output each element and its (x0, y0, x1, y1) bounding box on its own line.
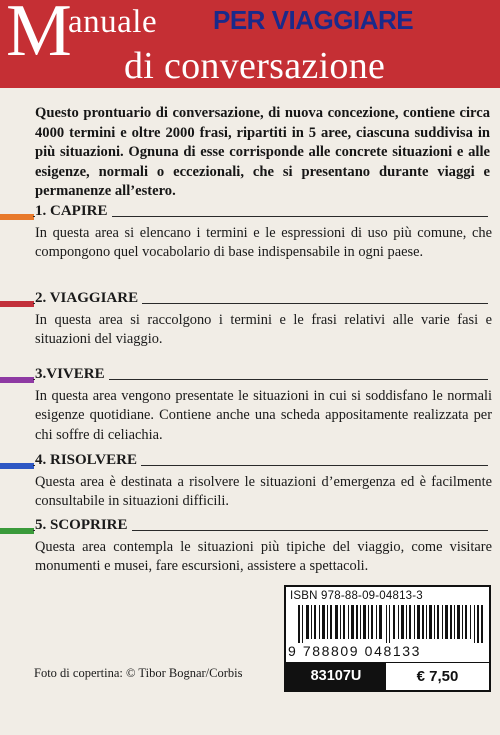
section-text: In questa area si raccolgono i termini e le frasi relativi alle varie fasi e situazioni del viaggio. (35, 312, 492, 348)
section-color-bar (0, 214, 34, 220)
section-title: 5. SCOPRIRE (35, 516, 132, 534)
intro-paragraph: Questo prontuario di conversazione, di nuova concezione, contiene circa 4000 termini e oltre 2000 frasi, ripartiti in 5 aree, ciascuna suddivisa in più situazioni. Ognuna di esse corrisponde alle concrete situazioni e alle esigenze, normali o eccezionali, che si presentano durante viaggi e permanenze all’estero. (35, 105, 490, 200)
product-code: 83107U (286, 662, 386, 690)
title-band (0, 0, 500, 88)
title-initial: M (6, 0, 72, 72)
title-line-2: di conversazione (124, 45, 386, 87)
section-color-bar (0, 377, 34, 383)
section-text: In questa area vengono presentate le situazioni in cui si soddisfano le normali esigenze quotidiane. Contiene anche una scheda appositamente realizzata per chi soffre di celiachia. (35, 388, 492, 443)
section-color-bar (0, 528, 34, 534)
isbn-label: ISBN 978-88-09-04813-3 (290, 590, 423, 602)
barcode-block (284, 585, 491, 692)
section-title: 2. VIAGGIARE (35, 289, 142, 307)
barcode-digits: 9 788809 048133 (288, 643, 421, 659)
title-badge: PER VIAGGIARE (213, 5, 414, 35)
section-text: Questa area è destinata a risolvere le situazioni d’emergenza ed è facilmente consultabile in situazioni difficili. (35, 474, 492, 510)
price-label: € 7,50 (386, 662, 489, 690)
photo-credit: Foto di copertina: © Tibor Bognar/Corbis (34, 666, 243, 680)
barcode-icon (298, 605, 483, 643)
section-title: 1. CAPIRE (35, 202, 112, 220)
title-line-1: anuale (68, 4, 158, 40)
section-text: Questa area contempla le situazioni più tipiche del viaggio, come visitare monumenti e musei, fare escursioni, assistere a spettacoli. (35, 539, 492, 575)
section-color-bar (0, 301, 34, 307)
section-color-bar (0, 463, 34, 469)
section-title: 4. RISOLVERE (35, 451, 141, 469)
section-text: In questa area si elencano i termini e le espressioni di uso più comune, che compongono quel vocabolario di base indispensabile in ogni paese. (35, 225, 492, 261)
section-title: 3.VIVERE (35, 365, 109, 383)
